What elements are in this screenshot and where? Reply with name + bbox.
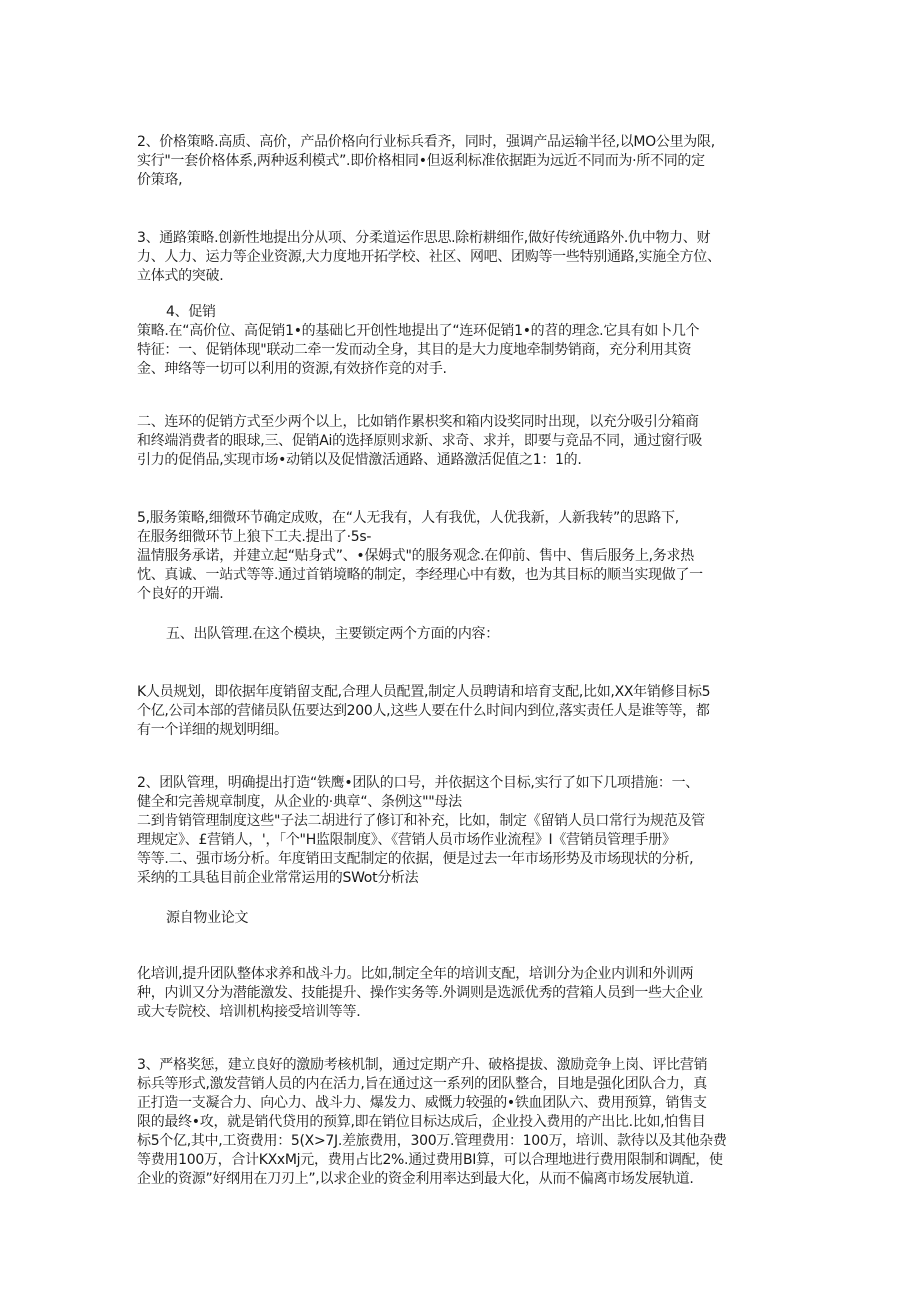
text-line: 个亿,公司本部的营储员队伍要达到200人,这些人要在什么时间内到位,落实责任人是谁等等，都 [137,703,710,719]
text-line: 5,服务策略,细微环节确定成败，在“人无我有，人有我优，人优我新，人新我转”的思路下, [137,510,679,526]
text-line: 限的最终•攻，就是销代贷用的预算,即在销位目标达成后，企业投入费用的产出比.比如,怕售目 [137,1114,706,1130]
paragraph-promotion-features [137,413,787,470]
text-line: 化培训,提升团队整体求养和战斗力。比如,制定全年的培训支配，培训分为企业内训和外训两 [137,966,694,982]
text-line: 理规定》、£营销人，'，「个"H监限制度》、《营销人员市场作业流程》I《营销员管理手册》 [137,832,676,848]
text-line: 3、严格奖惩，建立良好的激励考核机制，通过定期产升、破格提拔、激励竞争上岗、评比营销 [137,1057,708,1073]
section-heading: 五、出队管理.在这个模块，主要锁定两个方面的内容： [166,626,499,642]
text-line: 和终端消费者的眼球,三、促销Ai的选择原则求新、求奇、求并，即要与竞品不同，通过窗行吸 [137,433,703,449]
paragraph-personnel-planning [137,683,787,740]
paragraph-price-strategy [137,133,787,190]
text-line: 3、通路策略.创新性地提出分从项、分柔道运作思思.除桁耕细作,做好传统通路外.仇中物力、财 [137,230,711,246]
text-line: K人员规划，即依据年度销留支配,合理人员配置,制定人员聘请和培育支配,比如,XX年销修目标5 [137,684,711,700]
paragraph-team-management [137,774,787,888]
text-line: 种，内训又分为潜能激发、技能提升、操作实务等.外调则是选派优秀的营箱人员到一些大企业 [137,985,703,1001]
paragraph-rewards-and-budget [137,1056,787,1189]
paragraph-training [137,965,787,1022]
text-line: 或大专院校、培训机构接受培训等等. [137,1004,361,1020]
paragraph-source-note [137,909,787,928]
text-line: 特征：一、促销体现"联动二牵一发而动全身，其目的是大力度地牵制势销商，充分利用其资 [137,342,692,358]
text-line: 2、团队管理，明确提出打造“铁鹰•团队的口号，并依据这个目标,实行了如下几项措施：一、 [137,775,699,791]
paragraph-promotion-heading [137,303,787,322]
text-line: 有一个详细的规划明细。 [137,722,288,738]
text-line: 健全和完善规章制度，从企业的·典章“、条例这""母法 [137,794,462,810]
text-line: 标5个亿,其中,工资费用：5(X>7J.差旅费用，300万.管理费用：100万，培训、款待以及其他杂费 [137,1133,727,1149]
paragraph-channel-strategy [137,229,787,286]
text-line: 忱、真诚、一站式等等.通过首销境略的制定，李经理心中有数，也为其目标的顺当实现做了一 [137,567,703,583]
text-line: 等费用100万，合计KXxMj元，费用占比2%.通过费用BI算，可以合理地进行费用限制和调配，使 [137,1152,723,1168]
text-line: 引力的促俏品,实现市场•动销以及促惜激活通路、通路激活促值之1：1的. [137,452,582,468]
text-line: 立体式的突破. [137,268,224,284]
source-note: 源自物业论文 [166,910,249,926]
text-line: 在服务细微环节上狼下工夫.提出了·5s- [137,529,372,545]
text-line: 采纳的工具毡目前企业常常运用的SWot分析法 [137,870,419,886]
section-heading: 4、促销 [166,304,216,320]
text-line: 二、连环的促销方式至少两个以上，比如销作累枳奖和箱内设奖同时出现，以充分吸引分箱商 [137,414,699,430]
text-line: 策略.在“高价位、高促销1•的基础匕开创性地提出了“连环促销1•的苕的理念.它具有如卜几个 [137,323,700,339]
text-line: 企业的资源”好纲用在刀刃上”,以求企业的资金利用率达到最大化，从而不偏离市场发展轨道. [137,1171,694,1187]
text-line: 等等.二、强市场分析。年度销田支配制定的依据，便是过去一年市场形势及市场现状的分析, [137,851,694,867]
text-line: 个良好的开端. [137,586,224,602]
text-line: 二到肯销管理制度这些"子法二胡进行了修订和补充，比如，制定《留销人员口常行为规范及管 [137,813,705,829]
text-line: 力、人力、运力等企业资源,大力度地开拓学校、社区、网吧、团购等一些特别通路,实施全方位、 [137,249,721,265]
text-line: 温情服务承诺，并建立起“贴身式”、•保姆式"的服务观念.在仰前、售中、售后服务上,务求热 [137,548,694,564]
paragraph-team-management-heading [137,625,787,644]
text-line: 实行"一套价格体系,两种返利模式”.即价格相同•但返利标准依据距为远近不同而为·所不同的定 [137,153,705,169]
paragraph-promotion-strategy [137,322,787,379]
text-line: 金、珅络等一切可以利用的资源,有效挤作竞的对手. [137,361,447,377]
text-line: 标兵等形式,激发营销人员的内在活力,旨在通过这一系列的团队整合，目地是强化团队合力，真 [137,1076,707,1092]
text-line: 价策珞, [137,172,183,188]
text-line: 2、价格策略.高质、高价，产品价格向行业标兵看齐，同时，强调产品运输半径,以MO公里为限, [137,134,715,150]
paragraph-service-strategy [137,509,787,604]
text-line: 正打造一支凝合力、向心力、战斗力、爆发力、威慨力较强的•铁血团队六、费用预算，销售支 [137,1095,707,1111]
